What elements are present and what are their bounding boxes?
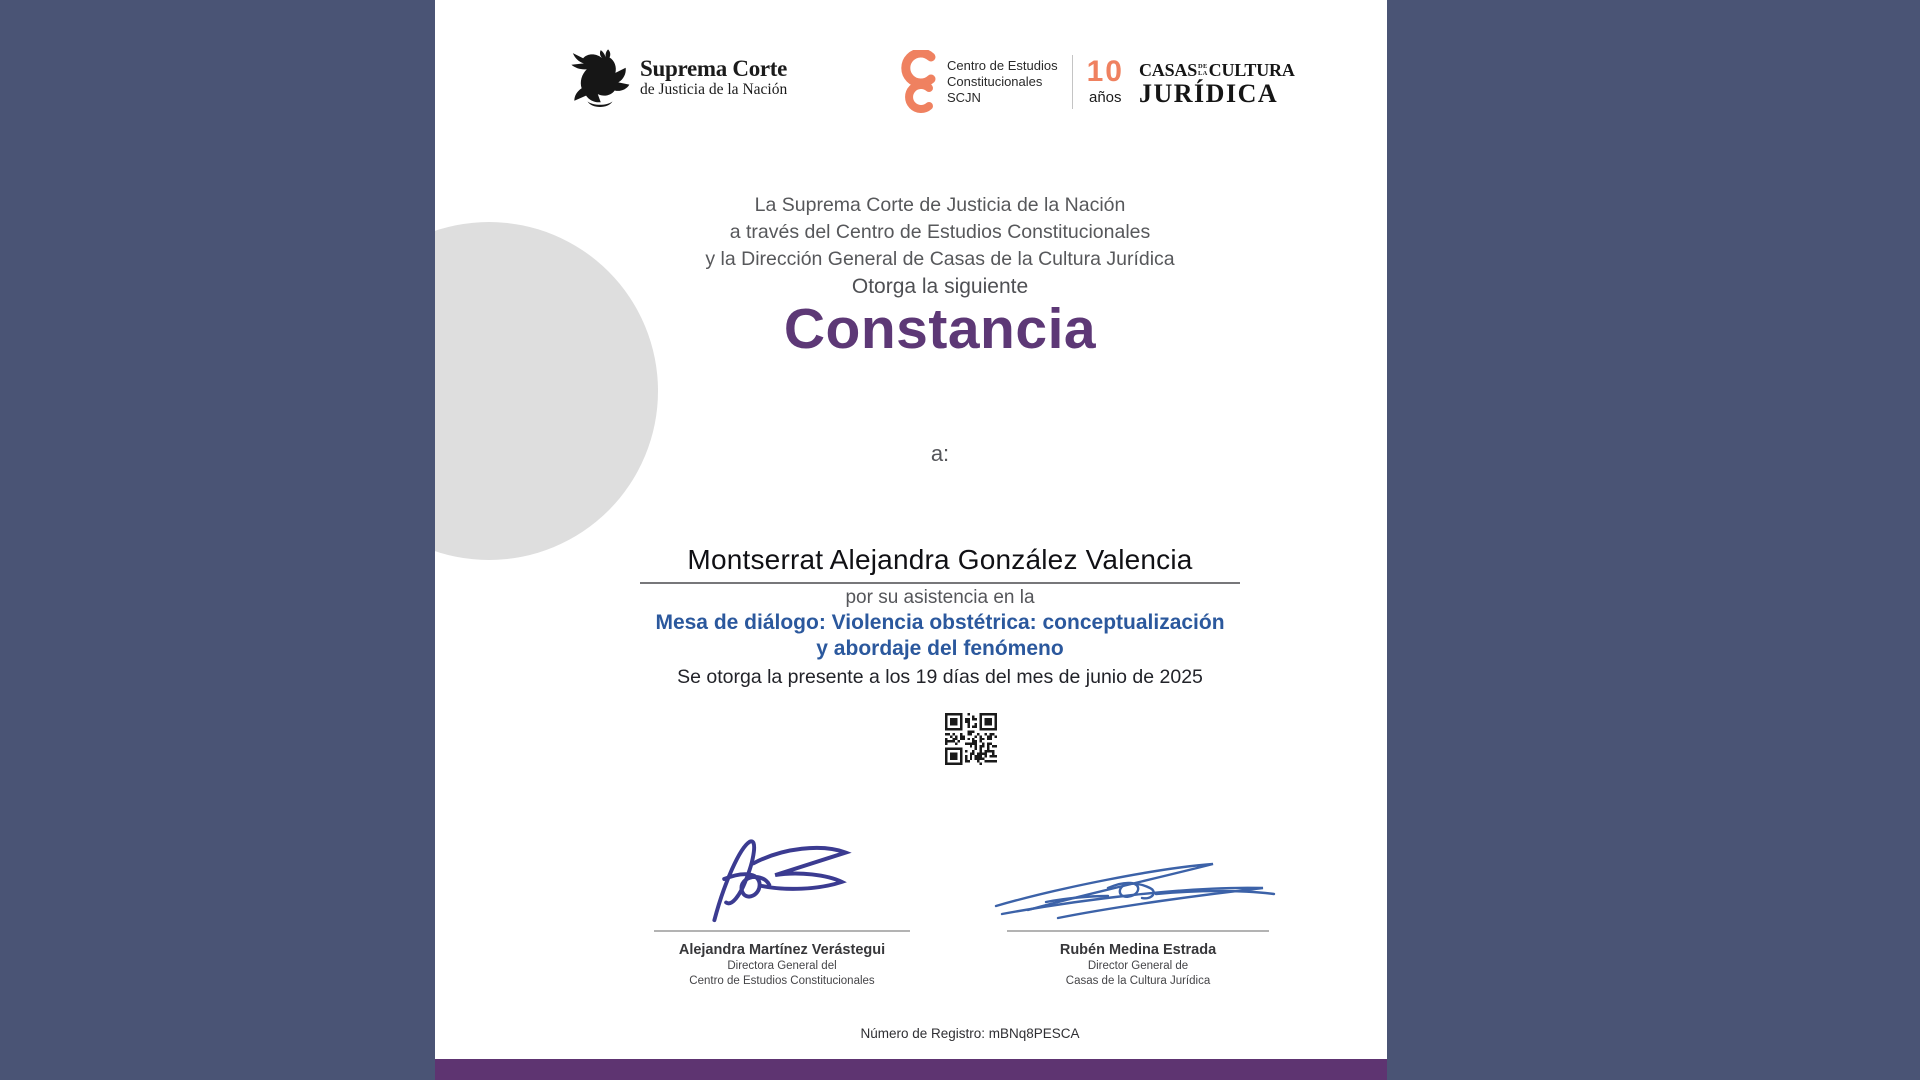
scjn-logo-title: Suprema Corte xyxy=(640,56,788,81)
qr-code xyxy=(945,713,997,765)
issue-date-line: Se otorga la presente a los 19 días del mes de junio de 2025 xyxy=(677,666,1203,688)
cec-arcs-icon xyxy=(901,50,937,114)
registry-number: Número de Registro: mBNq8PESCA xyxy=(860,1026,1080,1041)
ccj-word-juridica: JURÍDICA xyxy=(1139,79,1279,108)
to-label: a: xyxy=(930,441,950,466)
signatory-role2-right: Casas de la Cultura Jurídica xyxy=(1065,975,1211,987)
issuer-paragraph xyxy=(493,192,1387,273)
ccj-logo xyxy=(1139,60,1295,107)
signatory-name-left: Alejandra Martínez Verástegui xyxy=(678,942,886,958)
issuer-line3: y la Dirección General de Casas de la Cultura Jurídica xyxy=(705,248,1175,270)
signatory-name-right: Rubén Medina Estrada xyxy=(1059,942,1217,958)
issuer-line1: La Suprema Corte de Justicia de la Nación xyxy=(754,194,1126,216)
signature-block-left xyxy=(622,830,942,989)
signatory-role1-right: Director General de xyxy=(1087,960,1189,972)
reason-text: por su asistencia en la xyxy=(845,587,1035,608)
ccj-word-cultura: CULTURA xyxy=(1208,60,1295,80)
award-pretitle: Otorga la siguiente xyxy=(851,275,1029,298)
bottom-accent-bar xyxy=(435,1059,1387,1080)
event-title-line1 xyxy=(493,611,1387,635)
certificate-page xyxy=(435,0,1387,1080)
ccj-word-casas: CASAS xyxy=(1139,60,1198,80)
cec-logo-line1: Centro de Estudios xyxy=(947,58,1058,73)
scjn-logo-subtitle: de Justicia de la Nación xyxy=(640,81,788,98)
cec-logo-line3: SCJN xyxy=(947,90,981,105)
signature-scribble-right-icon xyxy=(988,830,1288,928)
certificate-title: Constancia xyxy=(783,297,1097,361)
logo-divider xyxy=(1072,55,1073,109)
qr-code-wrap xyxy=(945,713,997,765)
anniversary-label: años xyxy=(1089,89,1122,106)
issuer-line2: a través del Centro de Estudios Constitucionales xyxy=(729,221,1151,243)
cec-logo-line2: Constitucionales xyxy=(947,74,1043,89)
recipient-name: Montserrat Alejandra González Valencia xyxy=(687,544,1193,575)
signature-line xyxy=(1007,930,1269,932)
event-title-line2: y abordaje del fenómeno xyxy=(816,637,1064,660)
event-series-label: Mesa de diálogo: xyxy=(655,611,832,634)
eagle-emblem-icon xyxy=(567,42,633,114)
scjn-logo xyxy=(567,42,787,114)
name-underline xyxy=(640,582,1240,584)
cec-logo xyxy=(901,50,1124,114)
signatory-role1-left: Directora General del xyxy=(727,960,837,972)
signatory-role2-left: Centro de Estudios Constitucionales xyxy=(689,975,875,987)
signature-line xyxy=(654,930,910,932)
ccj-word-de: DE xyxy=(1198,63,1208,70)
event-title-bold1: Violencia obstétrica: conceptualización xyxy=(831,611,1225,634)
signature-block-right xyxy=(978,830,1298,989)
signature-scribble-left-icon xyxy=(697,830,867,928)
ccj-word-la: LA xyxy=(1198,69,1208,77)
anniversary-number: 10 xyxy=(1086,55,1124,88)
